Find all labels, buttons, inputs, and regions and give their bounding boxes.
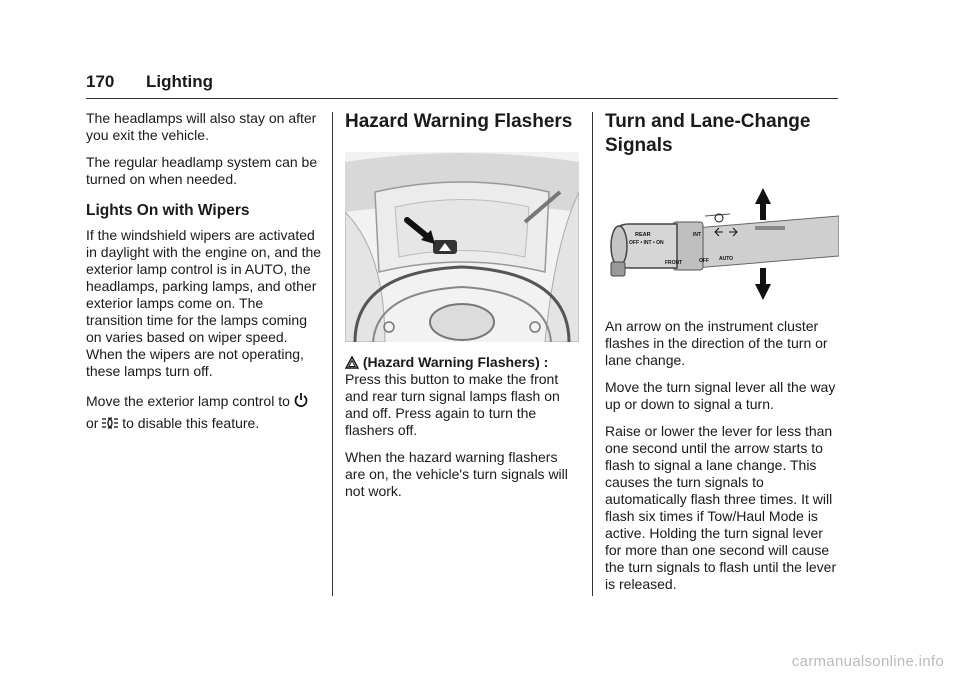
svg-text:OFF • INT • ON: OFF • INT • ON <box>629 240 664 246</box>
paragraph: If the windshield wipers are activated in daylight with the engine on, and the exterior lamp control is in AUTO, the headlamps, parking lamps, and other exterior lamps come on. The transition time for the lamps coming on varies based on wiper speed. When the wipers are not operating, these lamps turn off. <box>86 227 322 379</box>
paragraph: An arrow on the instrument cluster flashes in the direction of the turn or lane change. <box>605 318 828 368</box>
paragraph: Move the turn signal lever all the way up or down to signal a turn. <box>605 379 836 412</box>
svg-text:INT: INT <box>693 232 702 238</box>
svg-text:FRONT: FRONT <box>665 260 683 266</box>
column-divider-2 <box>592 112 593 596</box>
page-number: 170 <box>86 72 115 91</box>
text: Press this button to make the front and rear turn signal lamps flash on and off. Press again to turn the flashers off. <box>345 371 560 438</box>
paragraph: When the hazard warning flashers are on, the vehicle's turn signals will not work. <box>345 449 568 499</box>
power-icon <box>294 392 308 408</box>
page-header <box>86 72 838 98</box>
subheading: Lights On with Wipers <box>86 202 250 219</box>
svg-text:REAR: REAR <box>635 232 651 238</box>
header-rule <box>86 98 838 99</box>
parking-lamp-icon <box>102 416 118 430</box>
paragraph: The regular headlamp system can be turned on when needed. <box>86 154 318 187</box>
column-divider-1 <box>332 112 333 596</box>
watermark: carmanualsonline.info <box>791 653 944 670</box>
column-2 <box>345 110 581 510</box>
paragraph: Raise or lower the lever for less than one second until the arrow starts to flash to signal a lane change. This causes the turn signals to automatically flash three times. It will flash six times if Tow/Haul Mode is active. Holding the turn signal lever for more than one second will cause the turn signals to flash until the lever is released. <box>605 423 837 592</box>
svg-text:OFF: OFF <box>699 258 709 264</box>
column-3 <box>605 110 841 603</box>
section-heading: Turn and Lane-Change Signals <box>605 111 811 156</box>
paragraph: The headlamps will also stay on after you exit the vehicle. <box>86 110 317 143</box>
control-label: (Hazard Warning Flashers) : <box>362 354 549 370</box>
text: or <box>86 415 99 431</box>
text: Move the exterior lamp control to <box>86 393 290 409</box>
text: to disable this feature. <box>122 415 260 431</box>
hazard-triangle-icon <box>345 356 359 369</box>
paragraph <box>86 390 322 434</box>
svg-text:AUTO: AUTO <box>719 256 734 262</box>
paragraph <box>345 354 581 439</box>
turn-signal-lever-illustration <box>605 176 839 306</box>
column-1 <box>86 110 322 444</box>
section-heading: Hazard Warning Flashers <box>345 111 573 132</box>
section-title: Lighting <box>146 72 214 91</box>
hazard-button-illustration <box>345 152 579 342</box>
